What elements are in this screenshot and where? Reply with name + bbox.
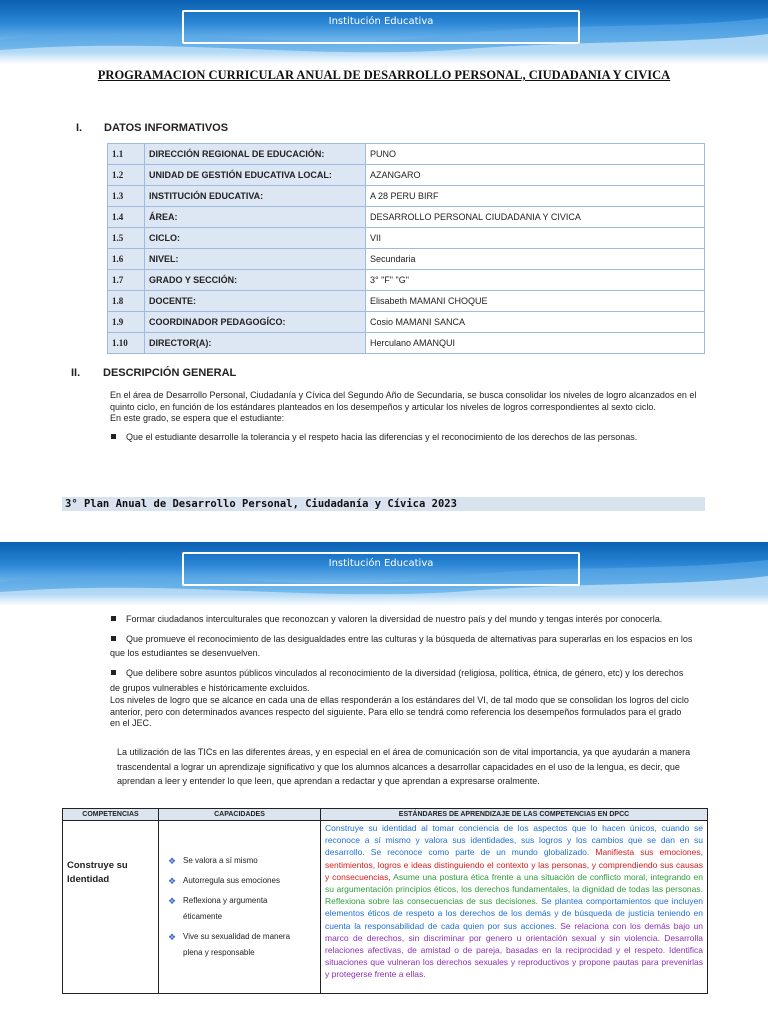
banner-frame	[182, 552, 580, 586]
row-field: GRADO Y SECCIÓN:	[145, 270, 366, 291]
row-number: 1.2	[108, 165, 145, 186]
row-value: AZANGARO	[366, 165, 705, 186]
banner-title: Institución Educativa	[328, 16, 434, 27]
section-1-heading	[76, 122, 376, 136]
capacidades-list	[165, 853, 315, 965]
list-item: ❖ Reflexiona y argumenta éticamente	[165, 893, 315, 925]
table-row	[108, 186, 705, 207]
row-number: 1.10	[108, 333, 145, 354]
table-row	[108, 144, 705, 165]
plan-title-bar	[62, 497, 705, 511]
row-field: DIRECCIÓN REGIONAL DE EDUCACIÓN:	[145, 144, 366, 165]
row-value: Cosio MAMANI SANCA	[366, 312, 705, 333]
square-bullet-icon	[111, 616, 116, 621]
plan-title: 3° Plan Anual de Desarrollo Personal, Ciudadanía y Cívica 2023	[65, 498, 457, 510]
section-1-number: I.	[76, 122, 83, 134]
tic-paragraph: La utilización de las TICs en las diferentes áreas, y en especial en el área de comunicación son de vital importancia, ya que ayudarán a manera trascendental a lograr un aprendizaje significativo y que los alumnos alcances a desarrollar capacidades en el uso de la lengua, es decir, que aprendan a leer y entender lo que leen, que aprendan a redactar y que aprendan a expresarse oralmente.	[117, 747, 691, 786]
table-row	[108, 228, 705, 249]
row-value: A 28 PERU BIRF	[366, 186, 705, 207]
table-header	[63, 809, 707, 821]
standard-text	[325, 822, 703, 981]
row-value: VII	[366, 228, 705, 249]
table-row	[108, 165, 705, 186]
square-bullet-icon	[111, 434, 116, 439]
list-item: Que promueve el reconocimiento de las desigualdades entre las culturas y la búsqueda de alternativas para superarlas en los espacios en los	[111, 632, 711, 646]
diamond-bullet-icon: ❖	[168, 896, 177, 906]
row-value: DESARROLLO PERSONAL CIUDADANIA Y CIVICA	[366, 207, 705, 228]
standard-segment: Manifiesta sus emociones, sentimientos, logros e ideas distinguiendo el contexto y las personas, y comprendiendo sus causas y consecuencias,	[325, 847, 703, 882]
row-field: DIRECTOR(A):	[145, 333, 366, 354]
diamond-bullet-icon: ❖	[168, 856, 177, 866]
row-value: Elisabeth MAMANI CHOQUE	[366, 291, 705, 312]
table-row	[108, 270, 705, 291]
header-banner	[0, 0, 768, 64]
list-item: Que el estudiante desarrolle la tolerancia y el respeto hacia las diferencias y el reconocimiento de los derechos de las personas.	[111, 430, 711, 444]
row-number: 1.6	[108, 249, 145, 270]
row-number: 1.1	[108, 144, 145, 165]
row-value: 3° "F" "G"	[366, 270, 705, 291]
row-number: 1.8	[108, 291, 145, 312]
diamond-bullet-icon: ❖	[168, 932, 177, 942]
info-table	[107, 143, 705, 354]
header-banner-2	[0, 542, 768, 606]
row-field: NIVEL:	[145, 249, 366, 270]
document-title: PROGRAMACION CURRICULAR ANUAL DE DESARROLLO PERSONAL, CIUDADANIA Y CIVICA	[97, 68, 671, 82]
section-1-label: DATOS INFORMATIVOS	[104, 122, 229, 134]
row-number: 1.4	[108, 207, 145, 228]
row-number: 1.3	[108, 186, 145, 207]
standard-segment: Asume una postura ética frente a una situación de conflicto moral, integrando en su argumentación principios éticos, los derechos fundamentales, la dignidad de todas las personas. Reflexiona sobre las consecuencias de sus decisiones.	[325, 871, 703, 907]
header-capacidades: CAPACIDADES	[214, 811, 265, 818]
row-value: Herculano AMANQUI	[366, 333, 705, 354]
list-item: Formar ciudadanos interculturales que reconozcan y valoren la diversidad de nuestro país y del mundo y tengas interés por conocerla.	[111, 612, 711, 626]
row-value: Secundaria	[366, 249, 705, 270]
table-row	[108, 249, 705, 270]
list-item: Que delibere sobre asuntos públicos vinculados al reconocimiento de la diversidad (religiosa, política, étnica, de género, etc) y los derechos	[111, 666, 711, 680]
row-field: DOCENTE:	[145, 291, 366, 312]
row-number: 1.7	[108, 270, 145, 291]
list-item: ❖ Se valora a sí mismo	[165, 853, 315, 869]
standard-segment: Se relaciona con los demás bajo un marco de derechos, sin discriminar por genero u orientación sexual y sin violencia. Desarrolla relaciones afectivas, de amistad o de pareja, basadas en la reciprocidad y el respeto. Identifica situaciones que vulneran los derechos sexuales y reproductivos y propone pautas para prevenirlas y protegerse frente a ellas.	[325, 920, 703, 980]
row-field: INSTITUCIÓN EDUCATIVA:	[145, 186, 366, 207]
list-item: ❖ Vive su sexualidad de manera plena y responsable	[165, 929, 315, 961]
banner-frame	[182, 10, 580, 44]
banner-title: Institución Educativa	[328, 558, 434, 569]
section-2-number: II.	[71, 367, 81, 379]
row-number: 1.9	[108, 312, 145, 333]
row-number: 1.5	[108, 228, 145, 249]
section-2-heading	[71, 367, 371, 381]
row-field: COORDINADOR PEDAGOGÍCO:	[145, 312, 366, 333]
list-item: ❖ Autorregula sus emociones	[165, 873, 315, 889]
square-bullet-icon	[111, 670, 116, 675]
row-field: UNIDAD DE GESTIÓN EDUCATIVA LOCAL:	[145, 165, 366, 186]
standard-segment: Se plantea comportamientos que incluyen elementos éticos de respeto a los derechos de los demás y de búsqueda de justicia teniendo en cuenta la responsabilidad de cada quien por sus acciones.	[325, 896, 703, 931]
table-row	[108, 312, 705, 333]
row-field: ÁREA:	[145, 207, 366, 228]
standard-segment: Construye su identidad al tomar conciencia de los aspectos que lo hacen únicos, cuando se reconoce a sí mismo y valora sus identidades, sus logros y los cambios que se dan en su desarrollo. Se reconoce como parte de un mundo globalizado.	[325, 823, 703, 858]
row-value: PUNO	[366, 144, 705, 165]
description-paragraph: En el área de Desarrollo Personal, Ciudadanía y Cívica del Segundo Año de Secundaria, se busca consolidar los niveles de logro alcanzados en el quinto ciclo, en función de los estándares planteados en los desempeños y articular los niveles de logros correspondientes al sexto ciclo. En este grado, se espera que el estudiante:	[110, 390, 697, 423]
competencia-name: Construye su Identidad	[67, 860, 128, 885]
header-estandares: ESTÁNDARES DE APRENDIZAJE DE LAS COMPETENCIAS EN DPCC	[398, 811, 630, 818]
table-row	[108, 291, 705, 312]
levels-paragraph: Los niveles de logro que se alcance en cada una de ellas responderán a los estándares del VI, de tal modo que se consolidan los logros del ciclo anterior, pero con determinados avances respecto del siguiente. Para ello se tendrá como referencia los desempeños formulados para el grado en el JEC.	[110, 695, 689, 728]
square-bullet-icon	[111, 636, 116, 641]
table-row	[108, 207, 705, 228]
header-competencias: COMPETENCIAS	[82, 811, 139, 818]
row-field: CICLO:	[145, 228, 366, 249]
table-row	[108, 333, 705, 354]
competencies-table	[62, 808, 708, 994]
section-2-label: DESCRIPCIÓN GENERAL	[103, 367, 237, 379]
diamond-bullet-icon: ❖	[168, 876, 177, 886]
